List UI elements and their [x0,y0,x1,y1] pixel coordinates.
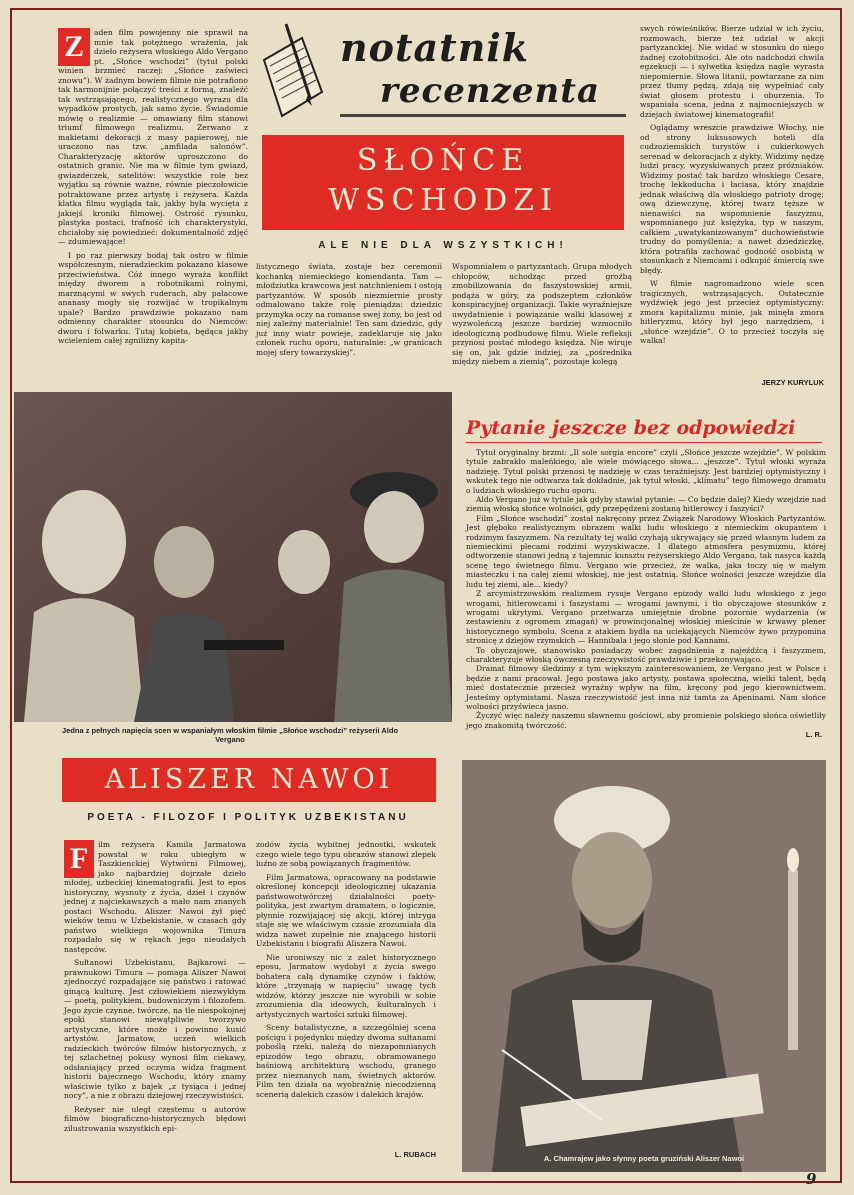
article1-signature: JERZY KURYLUK [761,378,824,387]
article2-p4: Z arcymistrzowskim realizmem rysuje Vergano epizody walki ludu włoskiego z jego wrogami, hitlerowcami i faszystami — wrogami jawnymi, i tło obyczajowe stosunków z wrogami ukrytymi. Vergano przetwarza umiejętnie drobne pozornie wydarzenia (w zestawieniu z ogromem zmagań) w prowincjonalnej włoskiej mieścinie w krwawy plener historycznego symbolu. Scena z atakiem bydła na uciekających Niemców żywo przypomina stronicę z dziejów rzymskich — Hannibala i jego słonie pod Kannami. [466,589,826,646]
article2-p5: To obyczajowe, stanowisko posiadaczy wobec zagadnienia z najeźdźcą i faszyzmem, charakteryzuje włoską ówczesną rzeczywistość prawdziwie i przekonywająco. [466,645,826,664]
article1-col4-p1: swych rówieśników. Bierze udział w ich życiu, rozmowach, bierze też udział w akcji partyzanckiej. Nie widać w stosunku do niego żadnej czołobitności. Ale oto nadchodzi chwila egzekucji — i sylwetka księdza nagle wyrasta niepomiernie. Słowa litanii, powtarzane za nim przez tłumy pędzą, zdają się wypełniać cały świat głosem protestu i oburzenia. To wspaniała scena, jedna z najmocniejszych w dziejach światowej kinematografii! [640,24,824,119]
article1-col1-p1: aden film powojenny nie sprawił na mnie tak potężnego wrażenia, jak dzieło reżysera włoskiego Aldo Vergano pt. „Słońce wschodzi” (tytuł polski winien brzmieć raczej: „Słońce zaświeci znowu”). W żadnym bowiem filmie nie potrafiono tak harmonijnie połączyć treści z formą, znaleźć tak wstrząsającego, realistycznego wyrazu dla wypadków prostych, jak samo życie. Świadomie mówię o realizmie — omawiany film stanowi triumf filmowego realizmu. Zerwano z makietami dekoracji z masy papierowej, nie uraczono nas tzw. „amfilada salonów”. Charakteryzację aktorów uproszczono do ostatnich granic. Nie ma w filmie tym gwiazd, gwiazdeczek, satelitów: wszystkie role bez wyjątku są równie ważne, równie pieczołowicie potraktowane przez artystę i reżysera. Każda klatka filmu wygląda tak, jakby była wycięta z jakiejś kroniki filmowej. Ostrość rysunku, plastyka postaci, trafność ich charakterystyki, chciałoby się powiedzieć: dokumentalność zdjęć — zdumiewające! [58,28,248,246]
article1-col4-text [640,24,824,386]
article3-col2-p3: Nie uroniwszy nic z zalet historycznego eposu, Jarmatow wydobył z życia swego bohatera całą dynamikę czynów i faktów, które „trzymają w napięciu” uwagę tych widzów, którzy jeszcze nie wyrobili w sobie zrozumienia dla ideowych, kulturalnych i artystycznych wartości sztuki filmowej. [256,952,436,1019]
article3-col1-text [64,840,246,1160]
article3-col1-p2: Sułtanowi Uzbekistanu, Bajkarowi — prawnukowi Timura — pomaga Aliszer Nawoi zjednoczyć rozpadające się państwo i ratować ginącą kulturę. Jest człowiekiem niezwykłym — poetą, politykiem, budowniczym i filozofem. Jego życie czynne, twórcze, na tle niespokojnej epoki stanowi niewątpliwie tworzywo artystyczne, które może i powinno kusić artystów. Jarmatow, uczeń wielkich radzieckich twórców filmów historycznych, z tej szlachetnej pokusy wynosi film ciekawy, odsłaniający przed oczyma widza fragment historii bajecznego Wschodu, który znamy właściwie tylko z bajek „z tysiąca i jednej nocy”, a nie z obrazu dziejowej rzeczywistości. [64,958,246,1100]
article3-subtitle: POETA - FILOZOF I POLITYK UZBEKISTANU [87,812,409,823]
article3-col2-text [256,840,436,1148]
header-title-notatnik: notatnik [340,25,530,70]
page-number: 9 [806,1170,817,1188]
header-rule [340,114,626,117]
article3-title-banner [62,758,436,802]
article1-drop-cap: Z [58,28,90,66]
film-still-caption: Jedna z pełnych napięcia scen w wspaniałym włoskim filmie „Słońce wschodzi” reżyserii Aldo Vergano [61,726,399,744]
article1-col2-p1: listycznego świata, zostaje bez ceremonii kochanką niemieckiego komendanta. Tam — młodziutka krawcowa jest natchnieniem i ostoją partyzantów. W sposób niezmiernie prosty odmalowano także rolę pieniądza: dziedzic przymyka oczy na romanse swej żony, bo jest od niej zależny materialnie! Ten sam dziedzic, gdy już inny wiatr powieje, zadeklaruje się jako członek ruchu oporu, naturalnie: „w granicach mojej sfery towarzyskiej”. [256,262,442,357]
article1-subtitle: ALE NIE DLA WSZYSTKICH! [318,240,568,251]
portrait-illustration [462,760,826,1172]
article2-title: Pytanie jeszcze bez odpowiedzi [466,417,796,439]
section-header [256,20,628,128]
article2-p7: Życzyć więc należy naszemu sławnemu gościowi, aby promienie polskiego słońca oświetliły jego znakomitą twórczość. [466,711,826,730]
film-still-photo [14,392,452,722]
article1-title-line1: SŁOŃCE [356,143,530,178]
article2-p1: Tytuł oryginalny brzmi: „Il sole sorgia encore” czyli „Słońce jeszcze wzejdzie”. W polskim tytule zabrakło maleńkiego, ale wiele mówiącego słowa... „jeszcze”. Tytuł włoski wyraża nadzieję. Tytuł polski przenosi tę nadzieję w czas teraźniejszy. Jest bardziej optymistyczny i wskutek tego nie odtwarza tak dokładnie, jak tytuł włoski, „klimatu” tego filmowego dramatu o ludziach włoskiego ruchu oporu. [466,448,826,495]
article3-drop-cap: F [64,840,94,878]
article3-col1-p1: ilm reżysera Kamila Jarmatowa powstał w roku ubiegłym w Taszkienckiej Wytwórni Filmowej, jako najbardziej dojrzałe dzieło młodej, uzbeckiej kinematografii. Jest to epos historyczny, wysnuty z życia, dzieł i czynów jednej z najciekawszych a mało nam znanych postaci Wschodu. Aliszer Nawoi żył pięć wieków temu w Uzbekistanie, w czasach gdy państwo wielkiego wojownika Timura rozpadało się w rękach jego nieudałych następców. [64,840,246,954]
article1-col4-p2: Oglądamy wreszcie prawdziwe Włochy, nie od strony luksusowych hoteli dla cudzoziemskich turystów i cukierkowych serenad w dekoracjach z dykty. Widzimy nędzę ludzi pracy, wyzyskiwanych przez próżniaków. Widzimy postać tak bardzo włoskiego Cesare, trochę lekkoducha i łaciasa, który znajdzie jednak właściwą dla włoskiego patrioty drogę; ową dziewczynę, której twarz tęższe w nienawiści na wspomnienie faszyzmu, wspomnianego już księżyka, typ w naszym, całkiem „uwatykanizowanym” duchowieństwie trudny do pomyślenia; a nawet dziedziczkę, która potrafiła zachować godność osobistą w stosunkach z Niemcami i odkupić śmiercią swe błędy. [640,123,824,275]
article2-p6: Dramat filmowy śledzimy z tym większym zainteresowaniem, że Vergano jest w Polsce i będzie z nami pracował. Jego postawa jako artysty, postawa społeczna, wielki talent, będą mieć dostatecznie przecież wyraźny wpływ na film, kręcony pod jego kierownictwem. Jesteśmy optymistami. Nasza rzeczywistość jest inna niż tamta za Apeninami. Nam słońce wolności przyświeca jasno. [466,664,826,711]
article2-title-rule [466,442,822,443]
article3-signature: L. RUBACH [394,1150,436,1159]
article1-title-line2: WSCHODZI [328,183,558,218]
article3-col1-p3: Reżyser nie uległ częstemu u autorów filmów biograficzno-historycznych błędowi zilustrowania wszystkich epi- [64,1104,246,1133]
article3-title: ALISZER NAWOI [104,764,394,795]
article1-col4-p3: W filmie nagromadzono wiele scen tragicznych, wstrząsających. Ostatecznie wydźwięk jego jest przecież optymistyczny: zmora kapitalizmu minie, jak minęła zmora hitleryzmu, który był jego narzędziem, i „słońce wzejdzie”. O to przecież toczyła się walka! [640,279,824,345]
film-still-illustration [14,392,452,722]
article2-text [466,448,826,730]
article2-signature: L. R. [805,730,822,739]
notebook-pen-icon [256,20,326,120]
article3-col2-p1: zodów życia wybitnej jednostki, wskutek czego wiele tego typu obrazów stanowi zlepek luźno ze sobą powiązanych fragmentów. [256,840,436,868]
article1-col1-text [58,28,248,388]
aliszer-nawoi-portrait-photo [462,760,826,1172]
header-title-recenzenta: recenzenta [380,71,600,111]
article2-p3: Film „Słońce wschodzi” został nakręcony przez Związek Narodowy Włoskich Partyzantów. Jest głęboko realistycznym obrazem walki ludu włoskiego z niemieckim okupantem i rodzimym faszyzmem. Na rezultaty tej walki czyhają ukrywający się przed własnym ludem za niemieckimi plecami rodzimi wyzyskiwacze. I dlatego atmosfera pesymizmu, której odtworzenie stanowi jedną z tajemnic kunsztu reżyserskiego Aldo Vergano, tak nasyca każdą scenę tego świetnego filmu. Vergano wie przecież, że walka, jaka toczy się w małym miasteczku i na całej ziemi włoskiej, nie jest ostatnią. Słońce wolności jeszcze wzejdzie dla ludu tej ziemi, ale... kiedy? [466,513,826,589]
article1-title-banner [262,135,624,230]
article3-col2-p4: Sceny batalistyczne, a szczególniej scena pościgu i pojedynku między dwoma sułtanami poboślą rzeki, należą do niezapomnianych epizodów tego obrazu, obramowanego baśniową architekturą wschodu, granego przez nieznanych nam, świetnych aktorów. Film ten działa na wyobraźnię niecodzienną scenerią dalekich czasów i dalekich krajów. [256,1023,436,1099]
article1-col3-p1: Wspomniałem o partyzantach. Grupa młodych chłopców, uchodząc przed groźbą zmobilizowania do faszystowskiej armii, podąża w góry, za podszeptem członków konspiracyjnej organizacji. Takie wyraźniejsze uwydatnienie i powiązanie walki klasowej z wyzwoleńczą jeszcze bardziej wzmocniło ideologiczną podbudowę filmu. Wiele refleksji przynosi postać młodego księdza. Nie wiruje się on, jak gdzie indziej, za „pośrednika między niebem a ziemią”, pozostaje kolegą [452,262,632,366]
article1-col1-p2: I po raz pierwszy bodaj tak ostro w filmie współczesnym, nieradzieckim pokazano klasowe przeciwieństwa. Cóż innego wyraża konflikt między dworem a robotnikami rolnymi, marznącymi w swych ruderach, aby pałacowe ananasy mogły się rozwijać w tropikalnym upale? Bardzo prawdziwie pokazano nam odmienny charakter stosunku do Niemców: dworu i folwarku. Tutaj kobieta, będąca jakby wcieleniem całej zgniliżny kapita- [58,250,248,345]
article3-col2-p2: Film Jarmatowa, opracowany na podstawie określonej koncepcji ideologicznej ukazania państwowotwórczej działalności poety-polityka, jest zwartym dramatem, o logicznie, płynnie rozwijającej się akcji, której intryga staje się we właściwym czasie zrozumiała dla widza nawet zupełnie nie znającego historii Uzbekistanu i biografii Aliszera Nawoi. [256,872,436,948]
article2-p2: Aldo Vergano już w tytule jak gdyby stawiał pytanie: — Co będzie dalej? Kiedy wzejdzie nad ziemią włoską słońce wolności, gdy przepędzeni zostaną hitlerowcy i faszyści? [466,495,826,514]
portrait-caption: A. Chamrajew jako słynny poeta gruziński Aliszer Nawoi [543,1154,745,1163]
